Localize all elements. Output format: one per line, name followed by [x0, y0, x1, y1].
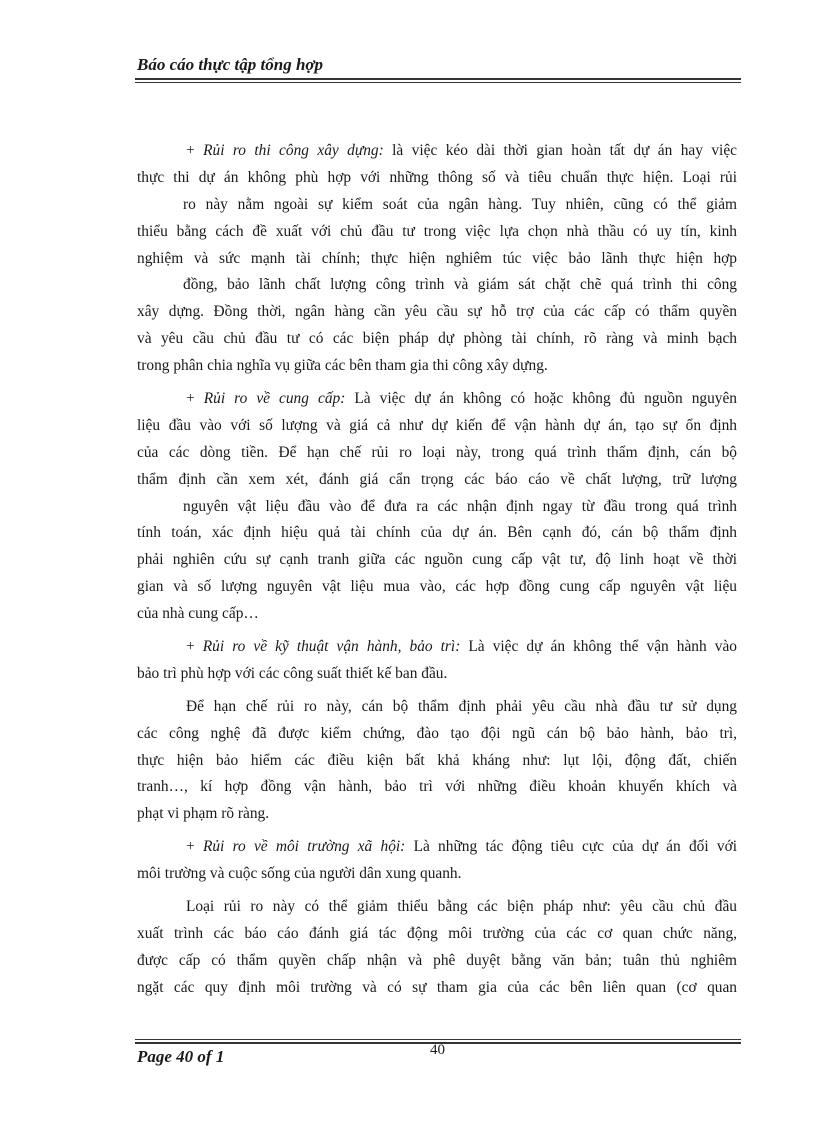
text-line — [137, 748, 737, 775]
text-line — [137, 246, 737, 273]
paragraph — [137, 634, 737, 688]
header-rule-thin — [135, 82, 741, 83]
text-line — [137, 834, 737, 861]
text-line — [137, 921, 737, 948]
line-text: phạt vi phạm rõ ràng. — [137, 805, 270, 823]
line-text: tính toán, xác định hiệu quả tài chính của dự án. Bên cạnh đó, cán bộ thẩm định — [137, 524, 737, 542]
text-line — [137, 192, 737, 219]
text-line — [137, 774, 737, 801]
line-text: thẩm định cần xem xét, đánh giá cẩn trọng các báo cáo về chất lượng, trữ lượng — [137, 470, 737, 488]
line-text: ngặt các quy định môi trường và có sự tham gia của các bên liên quan (cơ quan — [137, 978, 737, 996]
line-text: trong phân chia nghĩa vụ giữa các bên tham gia thi công xây dựng. — [137, 357, 548, 375]
risk-heading: Rủi ro thi công xây dựng: — [203, 142, 384, 159]
text-line — [137, 467, 737, 494]
line-text: Là việc dự án không có hoặc không đủ nguồn nguyên — [345, 390, 737, 408]
text-line — [137, 948, 737, 975]
line-text: các công nghệ đã được kiểm chứng, đào tạo đội ngũ cán bộ bảo hành, bảo trì, — [137, 724, 737, 742]
line-text: thực hiện bảo hiểm các điều kiện bất khả kháng như: lụt lội, động đất, chiến — [137, 751, 737, 769]
text-line — [137, 326, 737, 353]
text-line — [137, 353, 737, 380]
line-text: Để hạn chế rủi ro này, cán bộ thẩm định phải yêu cầu nhà đầu tư sử dụng — [186, 697, 737, 715]
line-text: và yêu cầu chủ đầu tư có các biện pháp dự phòng tài chính, rõ ràng và minh bạch — [137, 330, 737, 348]
text-line — [137, 601, 737, 628]
line-text: thiểu bằng cách đề xuất với chủ đầu tư trong việc lựa chọn nhà thầu có uy tín, kinh — [137, 222, 737, 240]
risk-heading: Rủi ro về kỹ thuật vận hành, bảo trì: — [202, 638, 461, 656]
text-line — [137, 861, 737, 888]
bullet-marker: + — [186, 390, 204, 408]
line-text: xuất trình các báo cáo đánh giá tác động môi trường của các cơ quan chức năng, — [137, 924, 737, 942]
footer-rule-thin — [135, 1039, 741, 1040]
line-text: Là những tác động tiêu cực của dự án đối với — [405, 838, 737, 856]
line-text: nghiệm và sức mạnh tài chính; thực hiện nghiêm túc việc bảo lãnh thực hiện hợp — [137, 249, 737, 267]
text-line — [137, 547, 737, 574]
text-line — [137, 574, 737, 601]
line-text: nguyên vật liệu đầu vào để đưa ra các nhận định ngay từ đầu trong quá trình — [183, 497, 737, 515]
line-text: là việc kéo dài thời gian hoàn tất dự án hay việc — [383, 142, 737, 159]
text-line — [137, 661, 737, 688]
text-line — [137, 494, 737, 521]
paragraph — [137, 694, 737, 828]
text-line — [137, 694, 737, 721]
line-text: được cấp có thẩm quyền chấp nhận và phê duyệt bằng văn bản; tuân thủ nghiêm — [137, 951, 737, 969]
line-text: đồng, bảo lãnh chất lượng công trình và giám sát chặt chẽ quá trình thi công — [183, 276, 737, 294]
text-line — [137, 634, 737, 661]
text-line — [137, 165, 737, 192]
line-text: liệu đầu vào với số lượng và giá cả như dự kiến để vận hành dự án, tạo sự ổn định — [137, 416, 737, 434]
text-line — [137, 386, 737, 413]
line-text: gian và số lượng nguyên vật liệu mua vào, các hợp đồng cung cấp nguyên vật liệu — [137, 578, 737, 596]
text-line — [137, 975, 737, 1002]
paragraph — [137, 834, 737, 888]
text-line — [137, 721, 737, 748]
risk-heading: Rủi ro về cung cấp: — [203, 390, 346, 408]
text-line — [137, 801, 737, 828]
line-text: tranh…, kí hợp đồng vận hành, bảo trì với những điều khoản khuyến khích và — [137, 778, 737, 796]
line-text: của các dòng tiền. Để hạn chế rủi ro loại này, trong quá trình thẩm định, cán bộ — [137, 443, 737, 461]
header-rule-thick — [135, 78, 741, 80]
document-body — [137, 138, 737, 1002]
header-title: Báo cáo thực tập tổng hợp — [137, 55, 324, 74]
text-line — [137, 219, 737, 246]
bullet-marker: + — [186, 838, 203, 856]
line-text: ro này nằm ngoài sự kiểm soát của ngân hàng. Tuy nhiên, cũng có thể giảm — [183, 195, 737, 213]
text-line — [137, 440, 737, 467]
paragraph — [137, 894, 737, 1002]
text-line — [137, 520, 737, 547]
line-text: môi trường và cuộc sống của người dân xung quanh. — [137, 865, 462, 883]
text-line — [137, 894, 737, 921]
line-text: Loại rủi ro này có thể giảm thiểu bằng các biện pháp như: yêu cầu chủ đầu — [186, 898, 737, 916]
text-line — [137, 272, 737, 299]
bullet-marker: + — [186, 142, 204, 159]
footer-page-label: Page 40 of 1 — [137, 1047, 225, 1066]
paragraph — [137, 386, 737, 628]
risk-heading: Rủi ro về môi trường xã hội: — [202, 838, 406, 856]
text-line — [137, 413, 737, 440]
text-line — [137, 138, 737, 165]
bullet-marker: + — [186, 638, 203, 656]
line-text: Là việc dự án không thể vận hành vào — [460, 638, 737, 656]
paragraph — [137, 138, 737, 380]
line-text: thực thi dự án không phù hợp với những thông số và tiêu chuẩn thực hiện. Loại rủi — [137, 168, 737, 186]
line-text: phải nghiên cứu sự cạnh tranh giữa các nguồn cung cấp vật tư, độ linh hoạt về thời — [137, 551, 737, 569]
text-line — [137, 299, 737, 326]
line-text: của nhà cung cấp… — [137, 605, 259, 623]
line-text: xây dựng. Đồng thời, ngân hàng cần yêu cầu sự hỗ trợ của các cấp có thẩm quyền — [137, 303, 737, 321]
page-number: 40 — [430, 1042, 445, 1058]
line-text: bảo trì phù hợp với các công suất thiết kế ban đầu. — [137, 664, 448, 682]
